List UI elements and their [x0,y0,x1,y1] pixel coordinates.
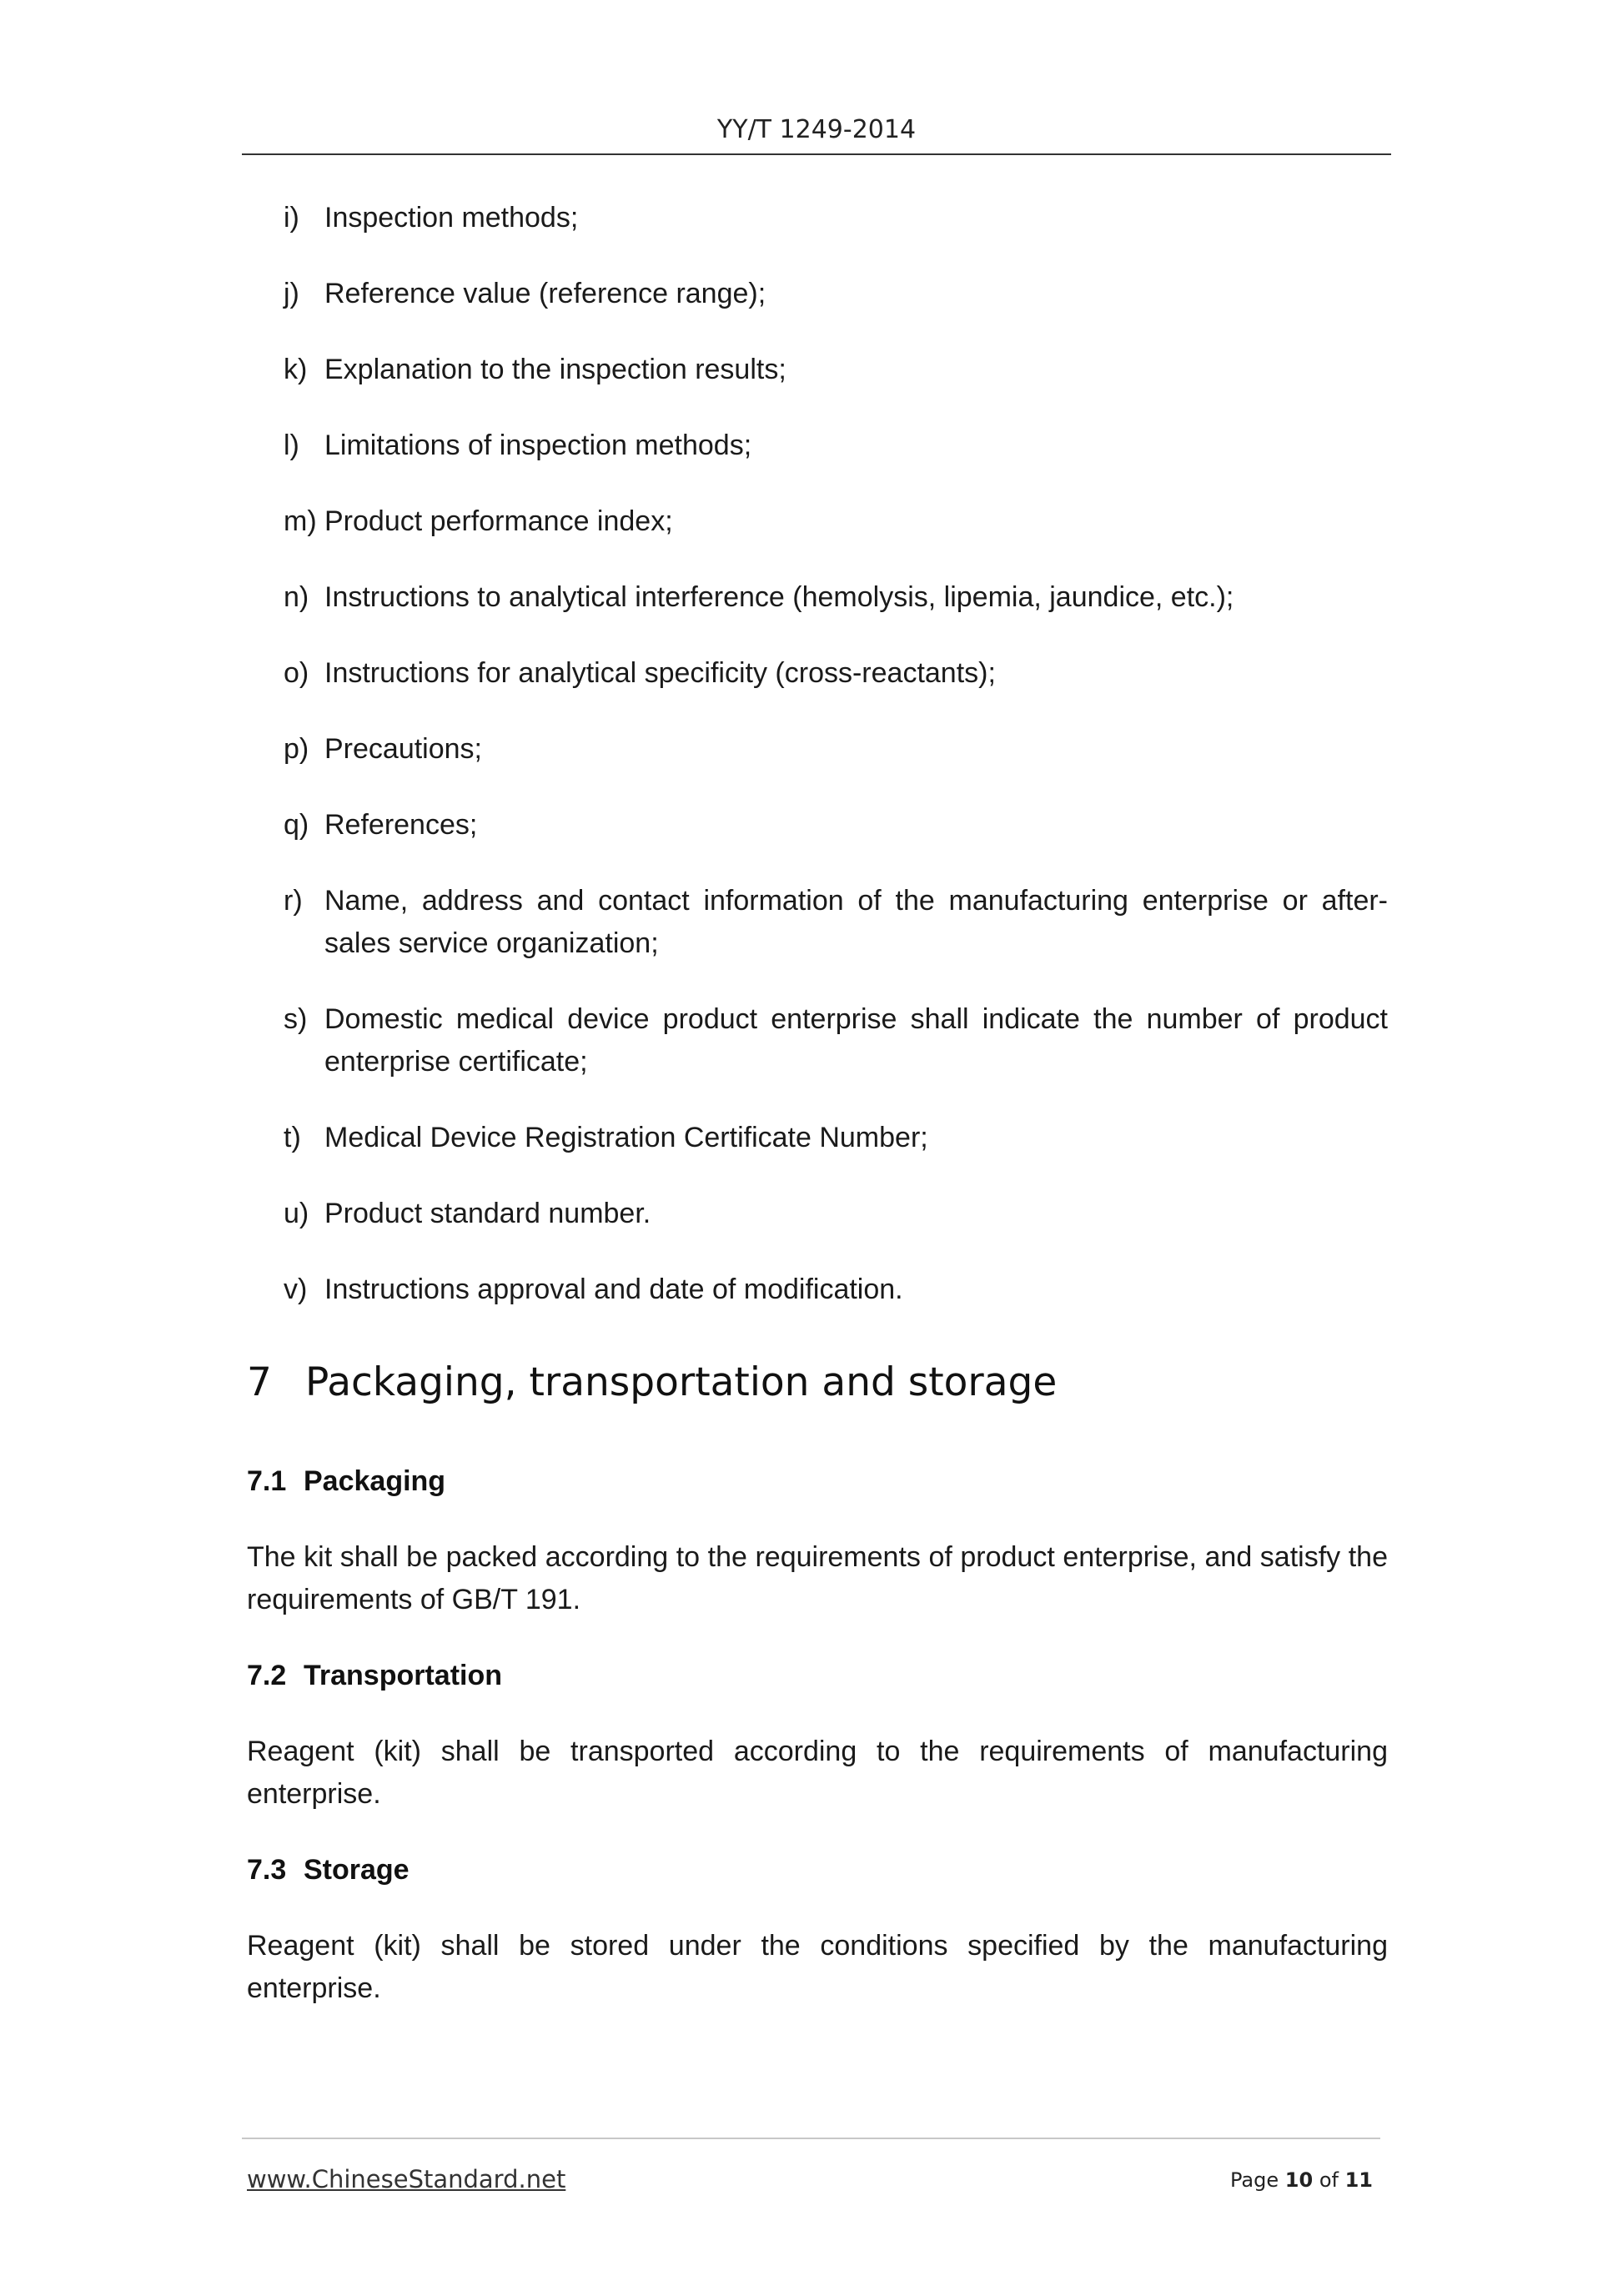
list-item [284,349,1388,391]
list-item-text: Precautions; [324,733,482,765]
list-marker: u) [284,1198,309,1229]
list-item [284,273,1388,315]
list-item-text: Name, address and contact information of the manufacturing enterprise or after-sales service organization; [324,885,1388,959]
page-total: 11 [1344,2168,1373,2192]
list-item-text: Reference value (reference range); [324,278,766,309]
list-item [284,804,1388,847]
subsection-number: 7.2 [247,1660,287,1691]
list-marker: j) [284,278,299,309]
list-marker: m) [284,505,317,537]
section-title-text: Packaging, transportation and storage [305,1359,1058,1405]
list-item [284,1269,1388,1311]
subsection-number: 7.3 [247,1854,287,1886]
list-item [284,1117,1388,1159]
list-marker: k) [284,354,308,385]
paragraph-transportation: Reagent (kit) shall be transported according to the requirements of manufacturing enterprise. [247,1736,1388,1810]
list-item-text: Explanation to the inspection results; [324,354,786,385]
list-marker: t) [284,1122,301,1153]
list-item-text: Limitations of inspection methods; [324,430,752,461]
page-label: Page [1230,2168,1279,2192]
requirements-list [284,197,1388,1344]
page-of: of [1319,2168,1339,2192]
subsection-heading-storage [247,1854,410,1887]
subsection-title: Storage [304,1854,410,1886]
list-item-text: References; [324,809,478,841]
subsection-heading-packaging [247,1465,445,1498]
list-marker: i) [284,202,299,234]
list-marker: q) [284,809,309,841]
footer-divider [242,2138,1380,2139]
list-marker: r) [284,885,303,917]
list-item [284,500,1388,543]
list-marker: p) [284,733,309,765]
list-marker: v) [284,1274,308,1305]
list-item [284,998,1388,1083]
list-item [284,652,1388,695]
subsection-heading-transportation [247,1660,502,1692]
paragraph-storage: Reagent (kit) shall be stored under the conditions specified by the manufacturing enterprise. [247,1930,1388,2004]
list-item [284,576,1388,619]
section-heading [247,1359,1057,1405]
list-item [284,197,1388,239]
list-item [284,880,1388,965]
list-item-text: Inspection methods; [324,202,579,234]
list-item [284,425,1388,467]
paragraph-packaging: The kit shall be packed according to the requirements of product enterprise, and satisfy the requirements of GB/T 191. [247,1541,1388,1615]
list-item-text: Product standard number. [324,1198,651,1229]
list-item-text: Instructions for analytical specificity (cross-reactants); [324,657,996,689]
subsection-number: 7.1 [247,1465,287,1497]
page-current: 10 [1284,2168,1314,2192]
document-header-id: YY/T 1249-2014 [716,115,917,144]
list-item-text: Domestic medical device product enterprise shall indicate the number of product enterprise certificate; [324,1003,1388,1078]
list-item-text: Medical Device Registration Certificate Number; [324,1122,928,1153]
list-item-text: Instructions to analytical interference (hemolysis, lipemia, jaundice, etc.); [324,581,1234,613]
list-marker: l) [284,430,299,461]
list-item-text: Instructions approval and date of modification. [324,1274,903,1305]
list-marker: s) [284,1003,308,1035]
footer-website-link[interactable]: www.ChineseStandard.net [247,2165,566,2193]
subsection-title: Packaging [304,1465,446,1497]
header-divider [242,153,1391,155]
page-number [1230,2168,1373,2192]
section-number: 7 [247,1359,272,1405]
list-item-text: Product performance index; [324,505,673,537]
list-item [284,728,1388,771]
subsection-title: Transportation [304,1660,503,1691]
list-item [284,1193,1388,1235]
list-marker: o) [284,657,309,689]
list-marker: n) [284,581,309,613]
